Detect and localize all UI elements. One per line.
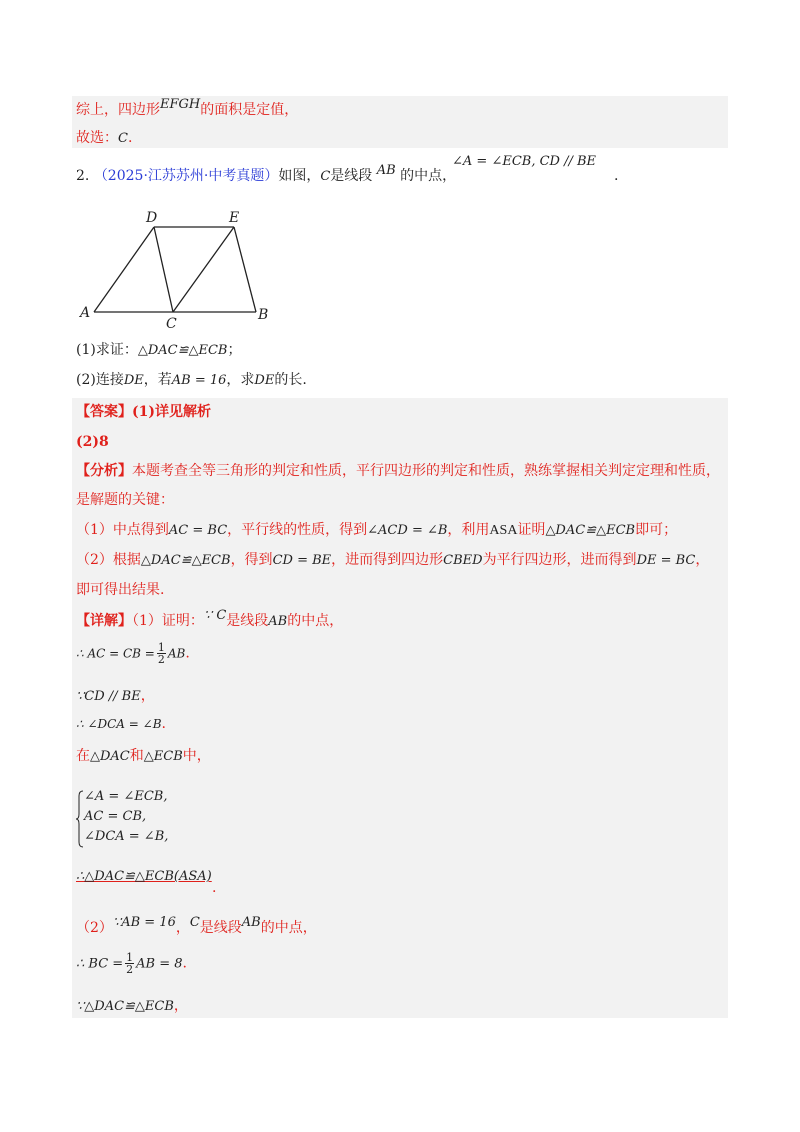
label-c: C [166,316,177,332]
question-2: (2)连接DE，若AB = 16，求DE的长. [76,372,307,388]
segment-ad [94,227,154,312]
problem-source: （2025·江苏苏州·中考真题） [93,168,279,184]
system-line-2: AC = CB, [84,809,147,824]
conclusion-line: 综上，四边形EFGH的面积是定值， [76,97,299,118]
problem-statement: 2. （2025·江苏苏州·中考真题）如图，C是线段 AB 的中点， [76,163,457,184]
label-d: D [146,210,158,226]
fraction-half: $\frac{1}{2}$ [157,641,165,666]
analysis-line-5: 即可得出结果. [76,582,165,598]
detail-line-2: ∴ AC = CB = $\frac{1}{2}$ AB. [76,641,190,666]
detail-line-3: ∵CD // BE， [76,688,155,704]
analysis-line-4: （2）根据△DAC≌△ECB，得到CD = BE，进而得到四边形CBED为平行四边形，进而得到DE = BC， [76,552,710,568]
detail-line-5: 在△DAC和△ECB中， [76,748,211,764]
problem-condition: ∠A = ∠ECB, CD // BE [452,154,597,169]
quad-efgh: EFGH [160,97,201,112]
detail-line-9: ∵△DAC≌△ECB， [76,998,188,1014]
geometry-figure [0,0,800,340]
detail-line-8: ∴ BC = $\frac{1}{2}$ AB = 8. [76,951,187,976]
system-brace [76,790,84,848]
problem-period: . [614,168,619,184]
answer-line-2: (2)8 [76,434,109,450]
question-1: (1)求证：△DAC≌△ECB； [76,342,242,358]
detail-line-6-period: . [212,880,217,896]
detail-line-6: ∴△DAC≌△ECB(ASA) [76,869,212,884]
choice-line: 故选：C. [76,130,133,146]
segment-eb [234,227,256,312]
label-e: E [229,210,240,226]
system-line-1: ∠A = ∠ECB, [84,789,168,804]
system-line-3: ∠DCA = ∠B, [84,829,169,844]
answer-line-1: 【答案】(1)详见解析 [76,404,211,420]
detail-line-1: 【详解】（1）证明：∵ C是线段AB的中点， [76,608,344,629]
fraction-half-2: $\frac{1}{2}$ [126,951,134,976]
analysis-line-1: 【分析】本题考查全等三角形的判定和性质，平行四边形的判定和性质，熟练掌握相关判定定理和性质， [76,463,720,479]
detail-line-4: ∴ ∠DCA = ∠B. [76,716,166,732]
detail-line-7: （2）∵AB = 16，C是线段AB的中点， [76,915,317,936]
segment-dc [154,227,173,312]
segment-ce [173,227,234,312]
label-a: A [80,305,91,321]
analysis-line-2: 是解题的关键： [76,492,174,508]
label-b: B [258,307,269,323]
analysis-line-3: （1）中点得到AC = BC，平行线的性质，得到∠ACD = ∠B，利用ASA证明△DAC≌△ECB即可； [76,522,678,538]
